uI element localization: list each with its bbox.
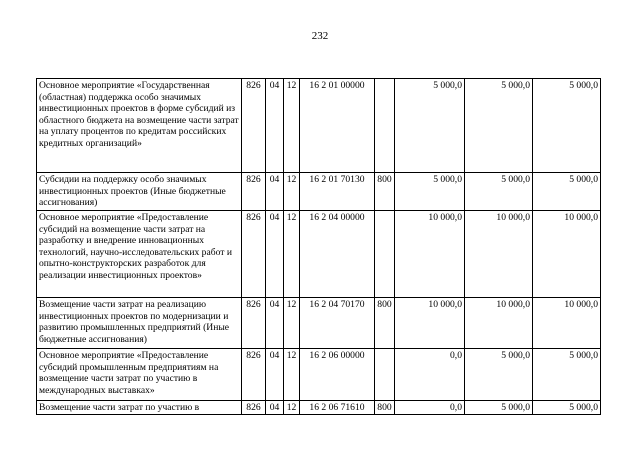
- amount-year1-cell: 5 000,0: [395, 79, 465, 173]
- row-name-cell: Субсидии на поддержку особо значимых инвестиционных проектов (Иные бюджетные ассигнования): [37, 173, 242, 211]
- grbs-cell: 826: [242, 79, 266, 173]
- table-row: [37, 298, 601, 349]
- target-article-cell: 16 2 01 00000: [300, 79, 375, 173]
- target-article-cell: 16 2 01 70130: [300, 173, 375, 211]
- table-row: [37, 79, 601, 173]
- subsection-cell: 12: [284, 79, 300, 173]
- expense-type-cell: 800: [375, 401, 395, 415]
- subsection-cell: 12: [284, 349, 300, 401]
- amount-year3-cell: 10 000,0: [533, 298, 601, 349]
- amount-year2-cell: 5 000,0: [465, 79, 533, 173]
- amount-year2-cell: 5 000,0: [465, 349, 533, 401]
- expense-type-cell: [375, 79, 395, 173]
- page-number: 232: [311, 30, 329, 42]
- target-article-cell: 16 2 04 00000: [300, 211, 375, 298]
- budget-table: [36, 78, 601, 415]
- table-row: [37, 401, 601, 415]
- amount-year1-cell: 5 000,0: [395, 173, 465, 211]
- amount-year3-cell: 5 000,0: [533, 173, 601, 211]
- amount-year3-cell: 5 000,0: [533, 349, 601, 401]
- grbs-cell: 826: [242, 401, 266, 415]
- subsection-cell: 12: [284, 401, 300, 415]
- grbs-cell: 826: [242, 173, 266, 211]
- expense-type-cell: 800: [375, 298, 395, 349]
- subsection-cell: 12: [284, 173, 300, 211]
- amount-year1-cell: 0,0: [395, 349, 465, 401]
- section-cell: 04: [266, 79, 284, 173]
- row-name-cell: Основное мероприятие «Предоставление субсидий на возмещение части затрат на разработку и внедрение инновационных технологий, научно-исследовательских работ и опытно-конструкторских разработок для реализации инвестиционных проектов»: [37, 211, 242, 298]
- target-article-cell: 16 2 06 71610: [300, 401, 375, 415]
- expense-type-cell: 800: [375, 173, 395, 211]
- section-cell: 04: [266, 349, 284, 401]
- expense-type-cell: [375, 349, 395, 401]
- section-cell: 04: [266, 401, 284, 415]
- expense-type-cell: [375, 211, 395, 298]
- amount-year2-cell: 10 000,0: [465, 211, 533, 298]
- amount-year3-cell: 10 000,0: [533, 211, 601, 298]
- row-name-cell: Возмещение части затрат по участию в: [37, 401, 242, 415]
- amount-year2-cell: 5 000,0: [465, 173, 533, 211]
- table-row: [37, 349, 601, 401]
- amount-year2-cell: 10 000,0: [465, 298, 533, 349]
- amount-year3-cell: 5 000,0: [533, 401, 601, 415]
- amount-year1-cell: 0,0: [395, 401, 465, 415]
- grbs-cell: 826: [242, 211, 266, 298]
- amount-year3-cell: 5 000,0: [533, 79, 601, 173]
- row-name-cell: Основное мероприятие «Предоставление субсидий промышленным предприятиям на возмещение части затрат по участию в международных выставках»: [37, 349, 242, 401]
- table-row: [37, 211, 601, 298]
- subsection-cell: 12: [284, 298, 300, 349]
- amount-year2-cell: 5 000,0: [465, 401, 533, 415]
- section-cell: 04: [266, 173, 284, 211]
- grbs-cell: 826: [242, 298, 266, 349]
- section-cell: 04: [266, 211, 284, 298]
- table-row: [37, 173, 601, 211]
- amount-year1-cell: 10 000,0: [395, 298, 465, 349]
- row-name-cell: Основное мероприятие «Государственная (областная) поддержка особо значимых инвестиционных проектов в форме субсидий из областного бюджета на возмещение части затрат на уплату процентов по кредитам российских кредитных организаций»: [37, 79, 242, 173]
- grbs-cell: 826: [242, 349, 266, 401]
- amount-year1-cell: 10 000,0: [395, 211, 465, 298]
- subsection-cell: 12: [284, 211, 300, 298]
- target-article-cell: 16 2 06 00000: [300, 349, 375, 401]
- target-article-cell: 16 2 04 70170: [300, 298, 375, 349]
- row-name-cell: Возмещение части затрат на реализацию инвестиционных проектов по модернизации и развитию промышленных предприятий (Иные бюджетные ассигнования): [37, 298, 242, 349]
- section-cell: 04: [266, 298, 284, 349]
